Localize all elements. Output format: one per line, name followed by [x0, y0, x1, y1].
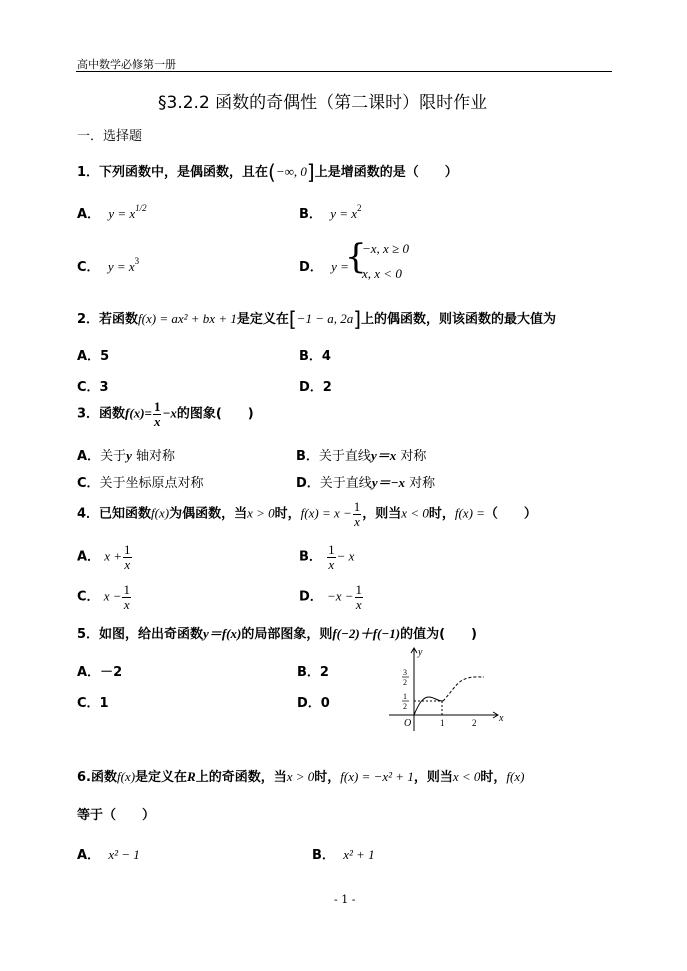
- q5-option-a[interactable]: A．－2: [77, 665, 123, 680]
- page-number: - 1 -: [334, 893, 356, 906]
- q1-d-case-2: x, x < 0: [362, 266, 402, 281]
- q1-option-d[interactable]: D． y =: [299, 259, 349, 275]
- q5-option-b[interactable]: B．2: [297, 665, 329, 680]
- q3-option-a[interactable]: A．关于y 轴对称: [77, 448, 176, 464]
- header-rule: [76, 71, 612, 72]
- running-header: 高中数学必修第一册: [77, 58, 176, 71]
- y-tick-low-den: 2: [403, 702, 407, 711]
- q2-interval: −1 − a, 2a: [296, 311, 354, 326]
- y-tick-low-num: 1: [403, 692, 407, 701]
- origin-label: O: [404, 718, 412, 729]
- q1-d-case-1: −x, x ≥ 0: [362, 241, 409, 256]
- q5-function-graph: [385, 643, 510, 733]
- q6-option-a[interactable]: A． x² − 1: [77, 847, 140, 863]
- q5-option-d[interactable]: D．0: [297, 696, 330, 711]
- question-6-stem: 6.函数f(x)是定义在R上的奇函数，当x > 0时，f(x) = −x² + 1，则当x < 0时，f(x): [77, 769, 525, 785]
- section-heading: 一．选择题: [77, 129, 143, 144]
- q4-option-d[interactable]: D． −x − $\frac{1}{x}$: [299, 582, 363, 612]
- question-5-stem: 5．如图，给出奇函数y＝f(x)的局部图象，则f(−2)＋f(−1)的值为( ): [77, 626, 477, 642]
- page-title: §3.2.2 函数的奇偶性（第二课时）限时作业: [158, 93, 488, 113]
- x-tick-2: 2: [472, 718, 477, 728]
- graph-curve-left: [414, 697, 443, 715]
- q3-option-b[interactable]: B．关于直线y＝x 对称: [296, 448, 427, 464]
- question-2-stem: 2．若函数f(x) = ax² + bx + 1是定义在[−1 − a, 2a]上的偶函数，则该函数的最大值为: [77, 307, 557, 331]
- q1-option-a[interactable]: A． $y = x^{1/2}$: [77, 203, 147, 222]
- q4-option-a[interactable]: A． x + $\frac{1}{x}$: [77, 542, 131, 572]
- question-3-stem: 3．函数f(x)= $\frac{1}{x}$ −x的图象( ): [77, 399, 254, 429]
- q5-option-c[interactable]: C．1: [77, 696, 109, 711]
- y-tick-top-num: 3: [403, 668, 407, 677]
- question-4-stem: 4．已知函数f(x)为偶函数，当x > 0时，f(x) = x − $\frac{1}{x}$ ，则当x < 0时，f(x) =（ ）: [77, 499, 537, 529]
- q2-function: f(x) = ax² + bx + 1: [138, 311, 237, 326]
- q3-option-d[interactable]: D．关于直线y＝−x 对称: [296, 475, 436, 491]
- question-6-stem-cont: 等于（ ）: [77, 808, 156, 823]
- q6-option-b[interactable]: B． x² + 1: [312, 847, 375, 863]
- question-1-stem: 1．下列函数中，是偶函数，且在(−∞, 0]上是增函数的是（ ）: [77, 160, 458, 184]
- x-tick-1: 1: [440, 718, 445, 728]
- q2-option-d[interactable]: D．2: [299, 380, 332, 395]
- q1-d-brace: {: [345, 237, 367, 277]
- q4-option-b[interactable]: B． $\frac{1}{x}$ − x: [299, 542, 355, 572]
- x-axis-label: x: [499, 713, 504, 724]
- q1-interval: −∞, 0: [275, 164, 307, 179]
- q4-option-c[interactable]: C． x − $\frac{1}{x}$: [77, 582, 130, 612]
- q2-option-c[interactable]: C．3: [77, 380, 109, 395]
- q2-option-a[interactable]: A．5: [77, 349, 110, 364]
- q1-option-b[interactable]: B． $y = x^2$: [299, 203, 362, 222]
- q3-option-c[interactable]: C．关于坐标原点对称: [77, 476, 204, 491]
- graph-curve-right: [443, 677, 484, 701]
- q1-option-c[interactable]: C． $y = x^3$: [77, 256, 140, 275]
- q2-option-b[interactable]: B．4: [299, 349, 331, 364]
- y-axis-label: y: [418, 647, 423, 658]
- y-tick-top-den: 2: [403, 678, 407, 687]
